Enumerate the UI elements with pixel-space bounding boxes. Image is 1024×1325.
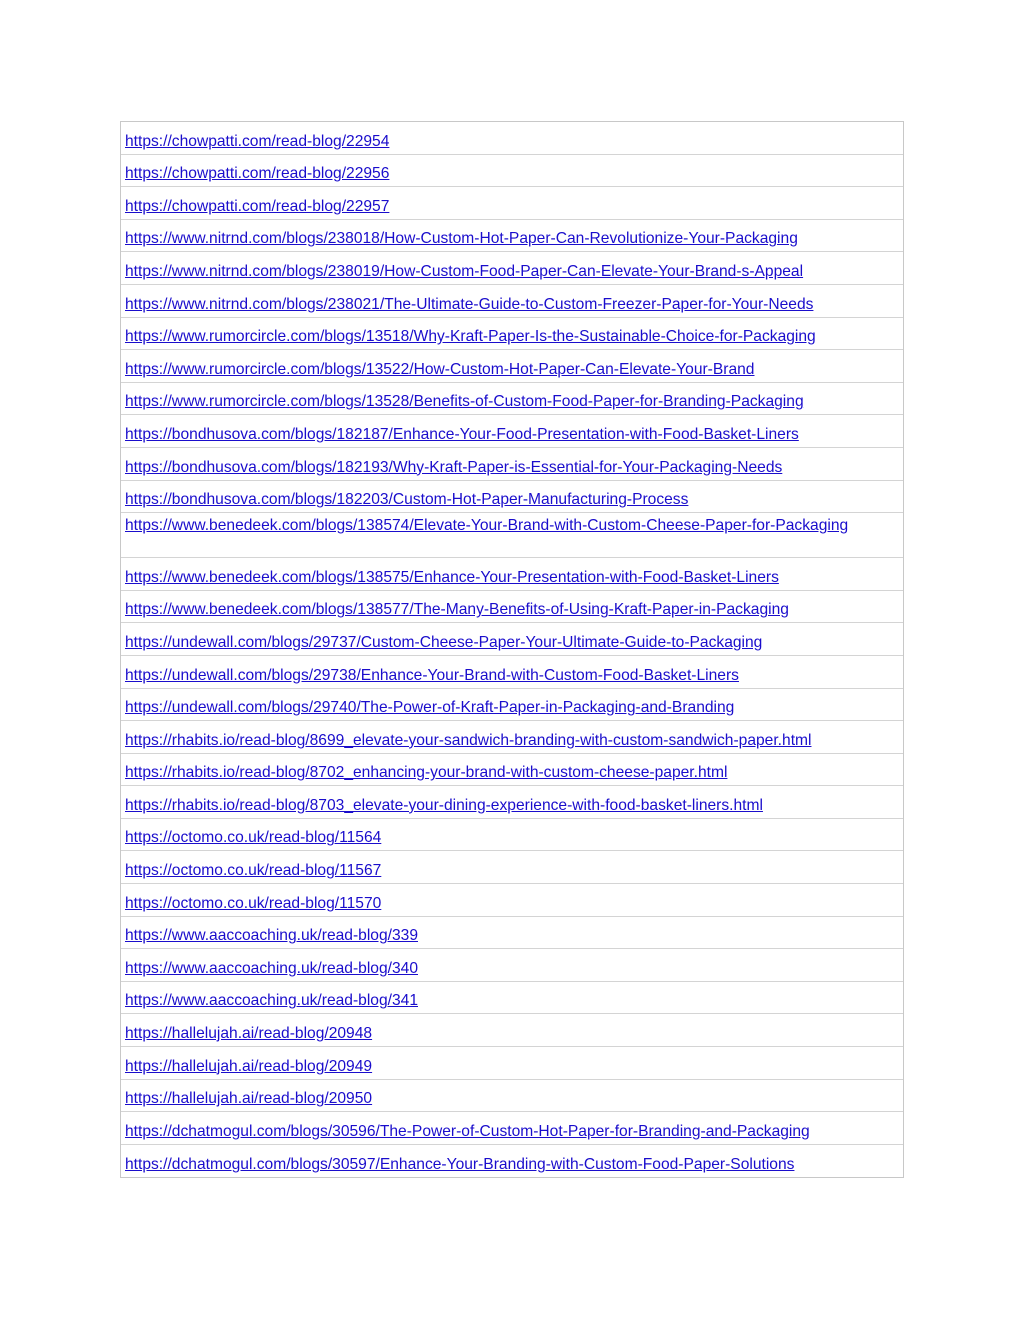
table-row — [121, 1047, 903, 1080]
link[interactable]: https://rhabits.io/read-blog/8699_elevate-your-sandwich-branding-with-custom-sandwich-paper.html — [125, 731, 812, 749]
table-row — [121, 350, 903, 383]
link[interactable]: https://rhabits.io/read-blog/8702_enhancing-your-brand-with-custom-cheese-paper.html — [125, 764, 728, 782]
table-row — [121, 558, 903, 591]
table-row — [121, 481, 903, 514]
link[interactable]: https://www.benedeek.com/blogs/138577/The-Many-Benefits-of-Using-Kraft-Paper-in-Packaging — [125, 601, 789, 619]
table-row — [121, 122, 903, 155]
link[interactable]: https://octomo.co.uk/read-blog/11567 — [125, 862, 382, 880]
table-row — [121, 1112, 903, 1145]
link-table — [120, 121, 904, 1178]
table-row — [121, 415, 903, 448]
link[interactable]: https://www.benedeek.com/blogs/138574/Elevate-Your-Brand-with-Custom-Cheese-Paper-for-Packaging — [125, 517, 849, 535]
link[interactable]: https://rhabits.io/read-blog/8703_elevate-your-dining-experience-with-food-basket-liners.html — [125, 796, 763, 814]
table-row — [121, 383, 903, 416]
link[interactable]: https://www.benedeek.com/blogs/138575/Enhance-Your-Presentation-with-Food-Basket-Liners — [125, 568, 779, 586]
table-row — [121, 252, 903, 285]
table-row — [121, 513, 903, 558]
table-row — [121, 656, 903, 689]
link[interactable]: https://bondhusova.com/blogs/182203/Custom-Hot-Paper-Manufacturing-Process — [125, 491, 689, 509]
link[interactable]: https://octomo.co.uk/read-blog/11570 — [125, 894, 382, 912]
table-row — [121, 786, 903, 819]
link[interactable]: https://chowpatti.com/read-blog/22954 — [125, 132, 390, 150]
link[interactable]: https://www.rumorcircle.com/blogs/13528/Benefits-of-Custom-Food-Paper-for-Branding-Packaging — [125, 393, 804, 411]
link[interactable]: https://www.nitrnd.com/blogs/238018/How-Custom-Hot-Paper-Can-Revolutionize-Your-Packaging — [125, 230, 798, 248]
table-row — [121, 754, 903, 787]
table-row — [121, 285, 903, 318]
link[interactable]: https://hallelujah.ai/read-blog/20950 — [125, 1090, 373, 1108]
link[interactable]: https://www.aaccoaching.uk/read-blog/339 — [125, 927, 418, 945]
table-row — [121, 1014, 903, 1047]
link[interactable]: https://www.rumorcircle.com/blogs/13522/How-Custom-Hot-Paper-Can-Elevate-Your-Brand — [125, 360, 755, 378]
link[interactable]: https://chowpatti.com/read-blog/22957 — [125, 197, 390, 215]
table-row — [121, 448, 903, 481]
table-row — [121, 949, 903, 982]
table-row — [121, 1145, 903, 1178]
link[interactable]: https://chowpatti.com/read-blog/22956 — [125, 165, 390, 183]
table-row — [121, 623, 903, 656]
link[interactable]: https://hallelujah.ai/read-blog/20948 — [125, 1025, 373, 1043]
table-row — [121, 689, 903, 722]
table-row — [121, 819, 903, 852]
table-row — [121, 721, 903, 754]
link[interactable]: https://hallelujah.ai/read-blog/20949 — [125, 1057, 373, 1075]
link[interactable]: https://bondhusova.com/blogs/182187/Enhance-Your-Food-Presentation-with-Food-Basket-Liners — [125, 425, 799, 443]
link[interactable]: https://dchatmogul.com/blogs/30597/Enhance-Your-Branding-with-Custom-Food-Paper-Solutions — [125, 1156, 795, 1174]
link[interactable]: https://www.nitrnd.com/blogs/238021/The-Ultimate-Guide-to-Custom-Freezer-Paper-for-Your-Needs — [125, 295, 814, 313]
table-row — [121, 884, 903, 917]
link[interactable]: https://bondhusova.com/blogs/182193/Why-Kraft-Paper-is-Essential-for-Your-Packaging-Needs — [125, 458, 783, 476]
table-row — [121, 318, 903, 351]
table-row — [121, 220, 903, 253]
link[interactable]: https://octomo.co.uk/read-blog/11564 — [125, 829, 382, 847]
table-row — [121, 982, 903, 1015]
link[interactable]: https://www.aaccoaching.uk/read-blog/341 — [125, 992, 418, 1010]
link[interactable]: https://www.rumorcircle.com/blogs/13518/Why-Kraft-Paper-Is-the-Sustainable-Choice-for-Packaging — [125, 328, 816, 346]
table-row — [121, 851, 903, 884]
link[interactable]: https://www.nitrnd.com/blogs/238019/How-Custom-Food-Paper-Can-Elevate-Your-Brand-s-Appeal — [125, 262, 804, 280]
table-row — [121, 917, 903, 950]
link[interactable]: https://undewall.com/blogs/29738/Enhance-Your-Brand-with-Custom-Food-Basket-Liners — [125, 666, 739, 684]
table-row — [121, 591, 903, 624]
link[interactable]: https://www.aaccoaching.uk/read-blog/340 — [125, 959, 418, 977]
link[interactable]: https://undewall.com/blogs/29737/Custom-Cheese-Paper-Your-Ultimate-Guide-to-Packaging — [125, 633, 763, 651]
table-row — [121, 1080, 903, 1113]
link[interactable]: https://dchatmogul.com/blogs/30596/The-Power-of-Custom-Hot-Paper-for-Branding-and-Packaging — [125, 1122, 810, 1140]
table-row — [121, 155, 903, 188]
table-row — [121, 187, 903, 220]
link[interactable]: https://undewall.com/blogs/29740/The-Power-of-Kraft-Paper-in-Packaging-and-Branding — [125, 699, 735, 717]
